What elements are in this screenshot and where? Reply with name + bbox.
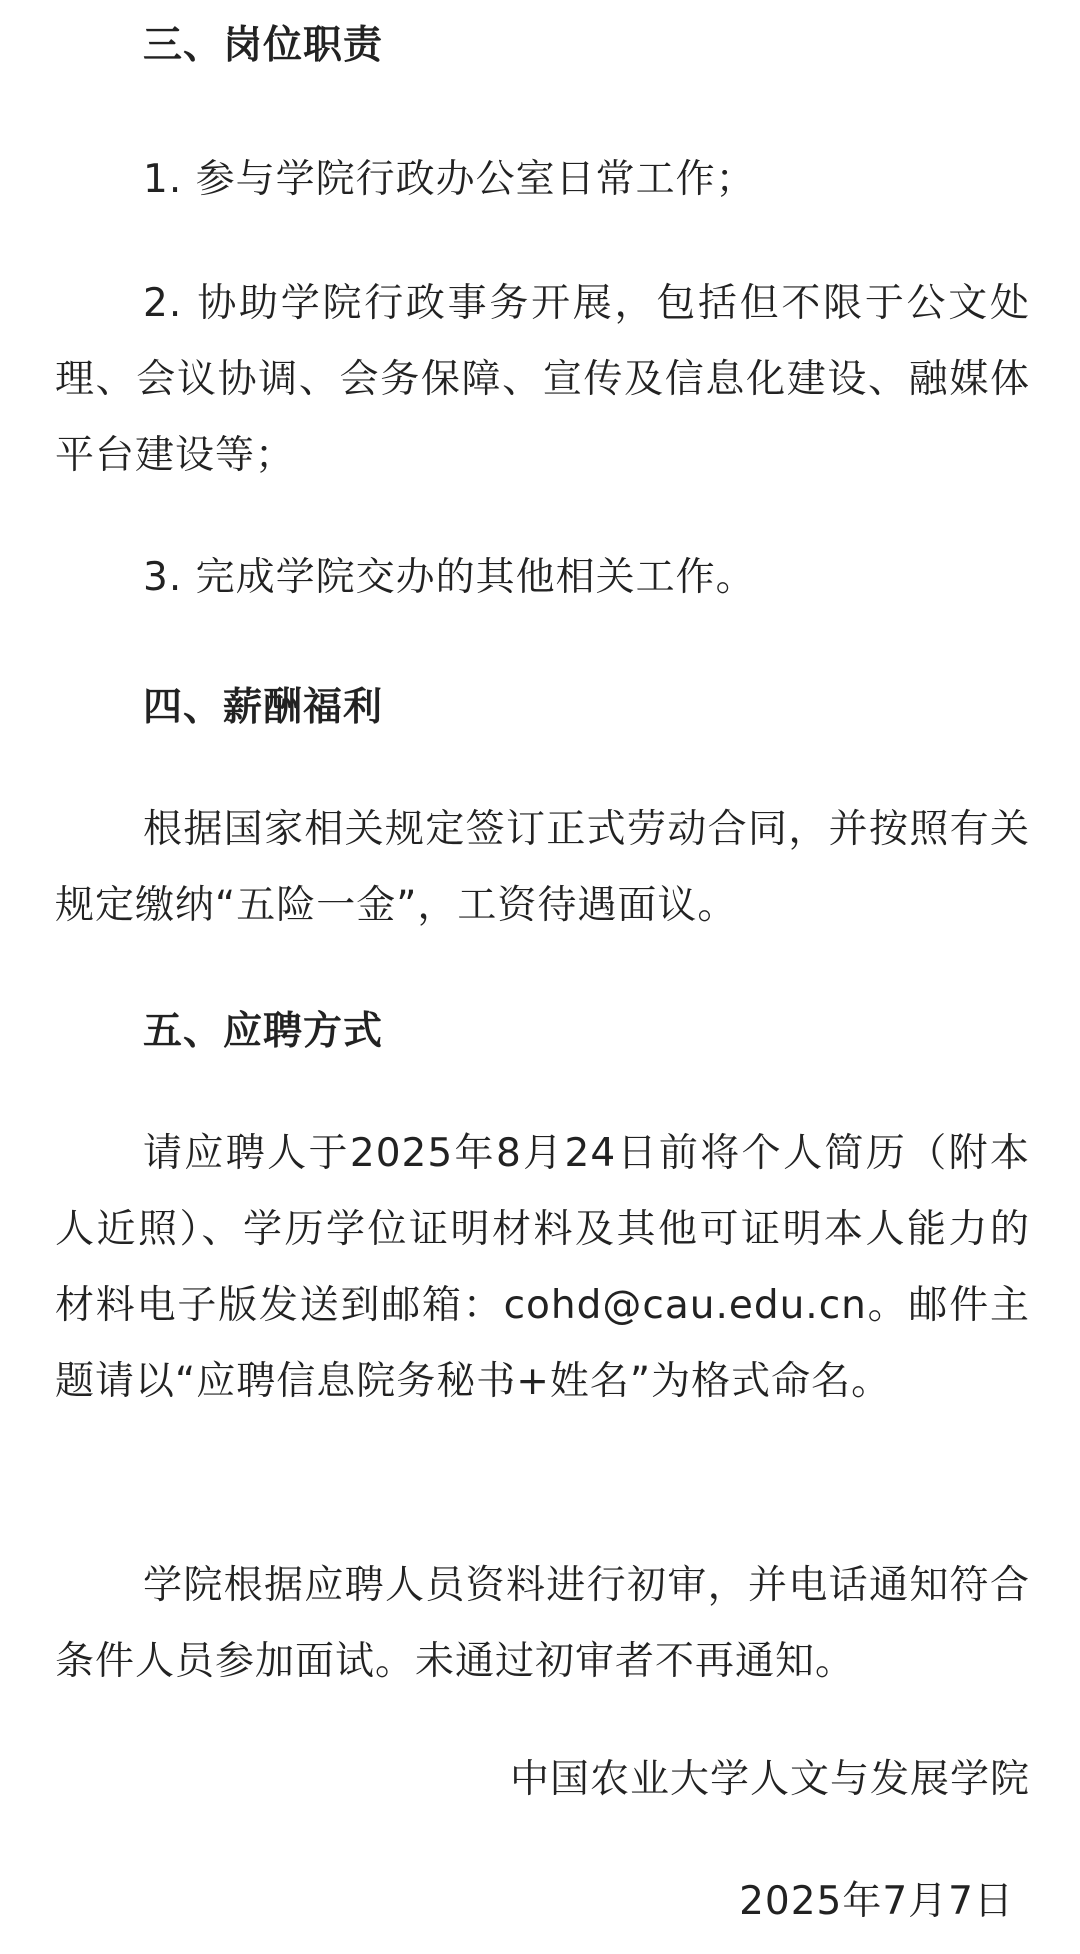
duty-item-1: 1. 参与学院行政办公室日常工作； (143, 157, 756, 202)
signature-organization: 中国农业大学人文与发展学院 (509, 1757, 1030, 1802)
section-heading-duties: 三、岗位职责 (143, 23, 384, 68)
apply-paragraph: 请应聘人于2025年8月24日前将个人简历（附本人近照）、学历学位证明材料及其他可证明本人能力的材料电子版发送到邮箱：cohd@cau.edu.cn。邮件主题请以“应聘信息院务秘书+姓名”为格式命名。 (55, 1131, 1030, 1404)
benefits-paragraph: 根据国家相关规定签订正式劳动合同，并按照有关规定缴纳“五险一金”，工资待遇面议。 (55, 807, 1030, 928)
section-heading-benefits: 四、薪酬福利 (143, 685, 384, 730)
screening-paragraph: 学院根据应聘人员资料进行初审，并电话通知符合条件人员参加面试。未通过初审者不再通知。 (55, 1563, 1030, 1684)
signature-date: 2025年7月7日 (739, 1879, 1014, 1924)
duty-item-2: 2. 协助学院行政事务开展，包括但不限于公文处理、会议协调、会务保障、宣传及信息化建设、融媒体平台建设等； (55, 281, 1030, 478)
section-heading-apply: 五、应聘方式 (143, 1009, 384, 1054)
duty-item-3: 3. 完成学院交办的其他相关工作。 (143, 555, 756, 600)
